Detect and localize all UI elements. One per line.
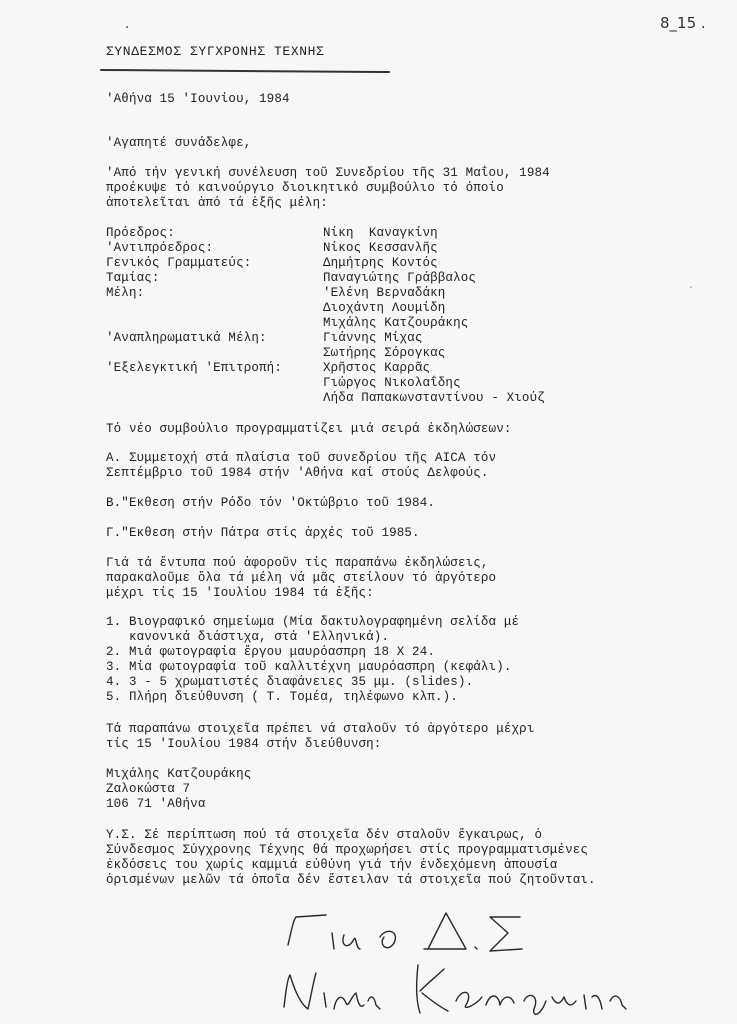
handwritten-page-number: 8_15 .: [660, 14, 706, 32]
board-role: Μέλη:: [106, 286, 145, 300]
board-role: 'Αντιπρόεδρος:: [106, 241, 214, 255]
board-member: Δημήτρης Κοντός: [323, 256, 438, 270]
list-item: 4. 3 - 5 χρωματιστές διαφάνειες 35 μμ. (slides).: [106, 675, 474, 689]
board-member: Γιώργος Νικολαΐδης: [323, 376, 461, 390]
board-member: Σωτήρης Σόρογκας: [323, 346, 446, 360]
address-line: Ζαλοκώστα 7: [106, 782, 191, 796]
board-member: Διοχάντη Λουμίδη: [323, 301, 446, 315]
salutation: 'Αγαπητέ συνάδελφε,: [106, 136, 252, 150]
text-line: Υ.Σ. Σέ περίπτωση πού τά στοιχεῖα δέν σταλοῦν ἔγκαιρως, ὁ: [106, 828, 543, 842]
board-member: Νίκη Καναγκίνη: [323, 226, 438, 240]
board-member: Λήδα Παπακωνσταντίνου - Χιούζ: [323, 391, 545, 405]
list-item: 5. Πλήρη διεύθυνση ( Τ. Τομέα, τηλέφωνο κλπ.).: [106, 690, 458, 704]
board-role: 'Αναπληρωματικά Μέλη:: [106, 331, 267, 345]
handwritten-signature: [270, 905, 670, 1020]
letterhead: ΣΥΝΔΕΣΜΟΣ ΣΥΓΧΡΟΝΗΣ ΤΕΧΝΗΣ: [106, 44, 325, 59]
list-item: 3. Μία φωτογραφία τοῦ καλλιτέχνη μαυρόασπρη (κεφάλι).: [106, 660, 512, 674]
text-line: Σεπτέμβριο τοῦ 1984 στήν 'Αθήνα καί στούς Δελφούς.: [106, 466, 489, 480]
board-member: Χρῆστος Καρρᾶς: [323, 361, 431, 375]
text-line: Τά παραπάνω στοιχεῖα πρέπει νά σταλοῦν τό ἀργότερο μέχρι: [106, 722, 535, 736]
letterhead-underline: [100, 69, 390, 73]
text-line: ἐκδόσεις του χωρίς καμμιά εὐθύνη γιά τήν ἐνδεχόμενη ἀπουσία: [106, 858, 558, 872]
event-c: Γ."Εκθεση στήν Πάτρα στίς ἀρχές τοῦ 1985.: [106, 526, 420, 540]
events-intro: Τό νέο συμβούλιο προγραμματίζει μιά σειρά ἐκδηλώσεων:: [106, 422, 512, 436]
text-line: τίς 15 'Ιουλίου 1984 στήν διεύθυνση:: [106, 737, 382, 751]
list-item: 2. Μιά φωτογραφία ἔργου μαυρόασπρη 18 Χ 24.: [106, 645, 436, 659]
text-line: προέκυψε τό καινούργιο διοικητικό συμβούλιο τό όποίο: [106, 181, 504, 195]
date-line: 'Αθήνα 15 'Ιουνίου, 1984: [106, 92, 290, 106]
margin-mark: ·: [688, 283, 695, 294]
board-role: Πρόεδρος:: [106, 226, 175, 240]
list-item: κανονικά διάστιχα, στά 'Ελληνικά).: [106, 630, 390, 644]
board-member: Παναγιώτης Γράββαλος: [323, 271, 477, 285]
text-line: ἀποτελεῖται ἀπό τά ἑξῆς μέλη:: [106, 196, 328, 210]
list-item: 1. Βιογραφικό σημείωμα (Μία δακτυλογραφημένη σελίδα μέ: [106, 615, 520, 629]
board-member: Γιάννης Μίχας: [323, 331, 423, 345]
text-line: μέχρι τίς 15 'Ιουλίου 1984 τά ἑξῆς:: [106, 586, 374, 600]
board-role: Ταμίας:: [106, 271, 160, 285]
address-line: Μιχάλης Κατζουράκης: [106, 767, 252, 781]
text-line: παρακαλοῦμε ὅλα τά μέλη νά μᾶς στείλουν τό ἀργότερο: [106, 571, 497, 585]
board-member: Νίκος Κεσσανλῆς: [323, 241, 438, 255]
text-line: Σύνδεσμος Σύγχρονης Τέχνης θά προχωρήσει στίς προγραμματισμένες: [106, 843, 589, 857]
board-role: 'Εξελεγκτική 'Επιτροπή:: [106, 361, 282, 375]
address-line: 106 71 'Αθήνα: [106, 797, 206, 811]
board-role: Γενικός Γραμματεύς:: [106, 256, 252, 270]
text-line: Γιά τά ἔντυπα πού ἀφοροῦν τίς παραπάνω ἐκδηλώσεις,: [106, 556, 489, 570]
text-line: Α. Συμμετοχή στά πλαίσια τοῦ συνεδρίου τῆς AICA τόν: [106, 451, 497, 465]
text-line: ὁρισμένων μελῶν τά ὁποῖα δέν ἔστειλαν τά στοιχεῖα πού ζητοῦνται.: [106, 873, 596, 887]
board-member: 'Ελένη Βερναδάκη: [323, 286, 446, 300]
event-b: Β."Εκθεση στήν Ρόδο τόν 'Οκτώβριο τοῦ 1984.: [106, 496, 436, 510]
text-line: 'Από τήν γενική συνέλευση τοῦ Συνεδρίου τῆς 31 Μαΐου, 1984: [106, 166, 550, 180]
ink-dot: [126, 26, 128, 28]
board-member: Μιχάλης Κατζουράκης: [323, 316, 469, 330]
